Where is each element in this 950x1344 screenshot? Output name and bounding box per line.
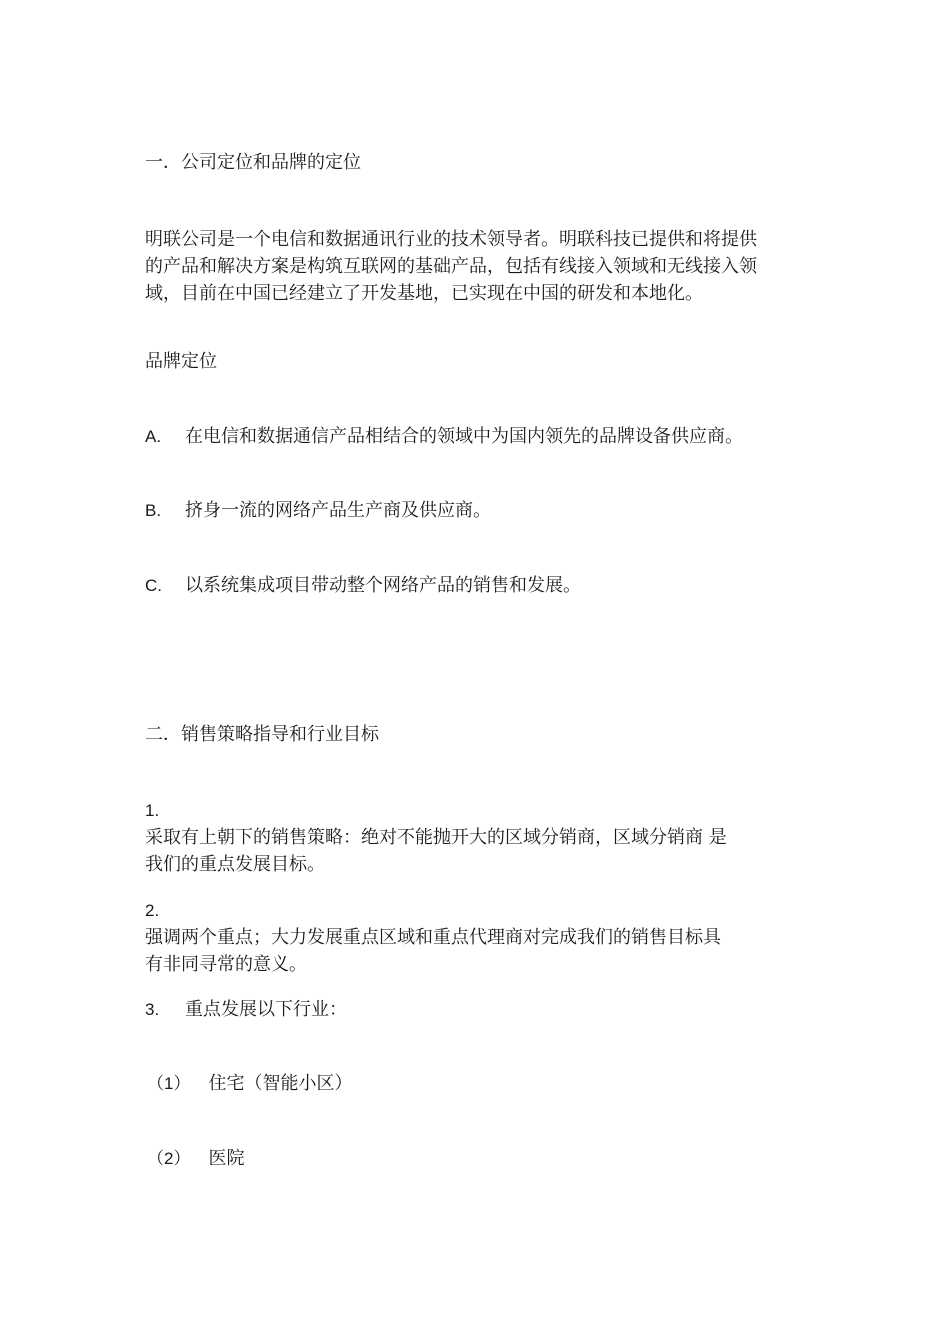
intro-line-3: 域，目前在中国已经建立了开发基地，已实现在中国的研发和本地化。: [145, 283, 703, 304]
list-marker: C.: [145, 576, 162, 595]
list-marker: 3.: [145, 1000, 160, 1019]
section-1-intro-paragraph: [145, 226, 810, 307]
section-2-heading: 二．销售策略指导和行业目标: [145, 724, 379, 745]
list-item-text: 在电信和数据通信产品相结合的领域中为国内领先的品牌设备供应商。: [185, 426, 743, 447]
intro-line-2: 的产品和解决方案是构筑互联网的基础产品，包括有线接入领域和无线接入领: [145, 256, 757, 277]
list-marker: （2）: [147, 1149, 191, 1168]
brand-item-c: [145, 574, 581, 598]
intro-line-1: 明联公司是一个电信和数据通讯行业的技术领导者。明联科技已提供和将提供: [145, 229, 757, 250]
industry-item-2: [147, 1147, 244, 1171]
list-item-text: 重点发展以下行业：: [185, 999, 347, 1020]
list-marker: 1.: [145, 801, 160, 820]
industry-item-1: [147, 1072, 352, 1096]
brand-item-a: [145, 425, 743, 449]
strategy-item-1: [145, 797, 810, 878]
list-marker: 2.: [145, 901, 160, 920]
list-marker: A.: [145, 427, 162, 446]
list-item-text: 以系统集成项目带动整个网络产品的销售和发展。: [185, 575, 581, 596]
strategy-item-1-line-2: 我们的重点发展目标。: [145, 854, 325, 875]
list-item-text: 强调两个重点；大力发展重点区域和重点代理商对完成我们的销售目标具: [145, 927, 721, 948]
strategy-item-2-line-2: 有非同寻常的意义。: [145, 954, 307, 975]
list-marker: （1）: [147, 1074, 191, 1093]
list-item-text: 住宅（智能小区）: [208, 1073, 353, 1094]
list-marker: B.: [145, 501, 162, 520]
list-item-text: 采取有上朝下的销售策略：绝对不能抛开大的区域分销商，区域分销商 是: [145, 827, 727, 848]
list-item-text: 挤身一流的网络产品生产商及供应商。: [185, 500, 491, 521]
brand-item-b: [145, 499, 491, 523]
section-1-heading: 一．公司定位和品牌的定位: [145, 152, 361, 173]
strategy-item-3: [145, 998, 347, 1022]
strategy-item-2: [145, 897, 810, 978]
strategy-item-1-line-1: [145, 797, 810, 851]
brand-positioning-heading: 品牌定位: [145, 351, 217, 372]
list-item-text: 医院: [208, 1148, 245, 1169]
strategy-item-2-line-1: [145, 897, 810, 951]
